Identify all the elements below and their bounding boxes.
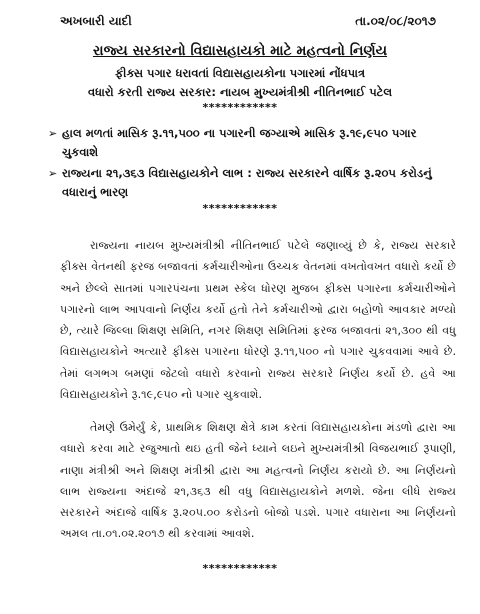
separator-bottom: ************: [202, 562, 278, 575]
body-paragraph-2: તેમણે ઉમેર્યું કે, પ્રાથમિક શિક્ષણ ક્ષેત્રે કામ કરતાં વિદ્યાસહાયકોના મંડળો દ્વારા આ વધારો કરવા માટે રજુઆતો થઇ હતી જેને ધ્યાને લઇને મુખ્યમંત્રીશ્રી વિજયભાઈ રૂપાણી, નાણા મંત્રીશ્રી અને શિક્ષણ મંત્રીશ્રી દ્વારા આ મહત્વનો નિર્ણય કરાયો છે. આ નિર્ણયનો લાભ રાજ્યના અંદાજે ૨૧,૩૬૩ થી વધુ વિદ્યાસહાયકોને મળશે. જેના લીધે રાજ્ય સરકારને અંદાજે વાર્ષિક રૂ.૨૦૫.૦૦ કરોડનો બોજો પડશે. પગાર વધારાના આ નિર્ણયનો અમલ તા.૦૧.૦૨.૨૦૧૭ થી કરવામાં આવશે.: [60, 421, 456, 541]
arrow-bullet-icon: ➢: [48, 127, 58, 140]
press-release-label: અખબારી યાદી: [60, 14, 132, 28]
page-title: રાજ્ય સરકારનો વિદ્યાસહાયકો માટે મહત્વનો નિર્ણય: [92, 43, 388, 59]
highlight-text: રાજ્યના ૨૧,૩૬૩ વિદ્યાસહાયકોને લાભ : રાજ્ય સરકારને વાર્ષિક રૂ.૨૦૫ કરોડનું વધારાનું ભારણ: [62, 166, 432, 199]
subtitle-line-1: ફીક્સ પગાર ધરાવતાં વિદ્યાસહાયકોના પગારમાં નોંધપાત્ર: [114, 66, 366, 80]
header-bar: [60, 14, 440, 34]
highlight-item: [48, 164, 446, 202]
release-date: તા.૦૨/૦૮/૨૦૧૭: [355, 14, 436, 28]
highlights-list: [48, 124, 446, 204]
subtitle-line-2: વધારો કરતી રાજ્ય સરકાર: નાયબ મુખ્યમંત્રીશ્રી નીતિનભાઈ પટેલ: [87, 85, 393, 99]
separator-middle: ************: [202, 202, 278, 215]
highlight-item: [48, 124, 446, 162]
separator-top: ************: [202, 101, 278, 114]
body-paragraph-1: રાજ્યના નાયબ મુખ્યમંત્રીશ્રી નીતિનભાઈ પટેલે જણાવ્યું છે કે, રાજ્ય સરકારે ફીક્સ વેતનથી ફરજ બજાવતાં કર્મચારીઓના ઉચ્ચક વેતનમાં વખતોવખત વધારો કર્યો છે અને છેલ્લે સાતમાં પગારપંચના પ્રથમ સ્કેલ ધોરણ મુજબ ફીક્સ પગારના કર્મચારીઓને પગારનો લાભ આપવાનો નિર્ણય કર્યો હતો તેને કર્મચારીઓ દ્વારા બહોળો આવકાર મળ્યો છે, ત્યારે જિલ્લા શિક્ષણ સમિતિ, નગર શિક્ષણ સમિતિમાં ફરજ બજાવતાં ૨૧,૩૦૦ થી વધુ વિદ્યાસહાયકોને અત્યારે ફીક્સ પગારના ધોરણે રૂ.૧૧,૫૦૦ નો પગાર ચુકવવામાં આવે છે. તેમાં લગભગ બમણાં જેટલો વધારો કરવાનો રાજ્ય સરકારે નિર્ણય કર્યો છે. હવે આ વિદ્યાસહાયકોને રૂ.૧૯,૯૫૦ નો પગાર ચુકવાશે.: [60, 239, 456, 402]
arrow-bullet-icon: ➢: [48, 167, 58, 180]
highlight-text: હાલ મળતાં માસિક રૂ.૧૧,૫૦૦ ના પગારની જગ્યાએ માસિક રૂ.૧૯,૯૫૦ પગાર ચુકવાશે: [62, 126, 417, 159]
